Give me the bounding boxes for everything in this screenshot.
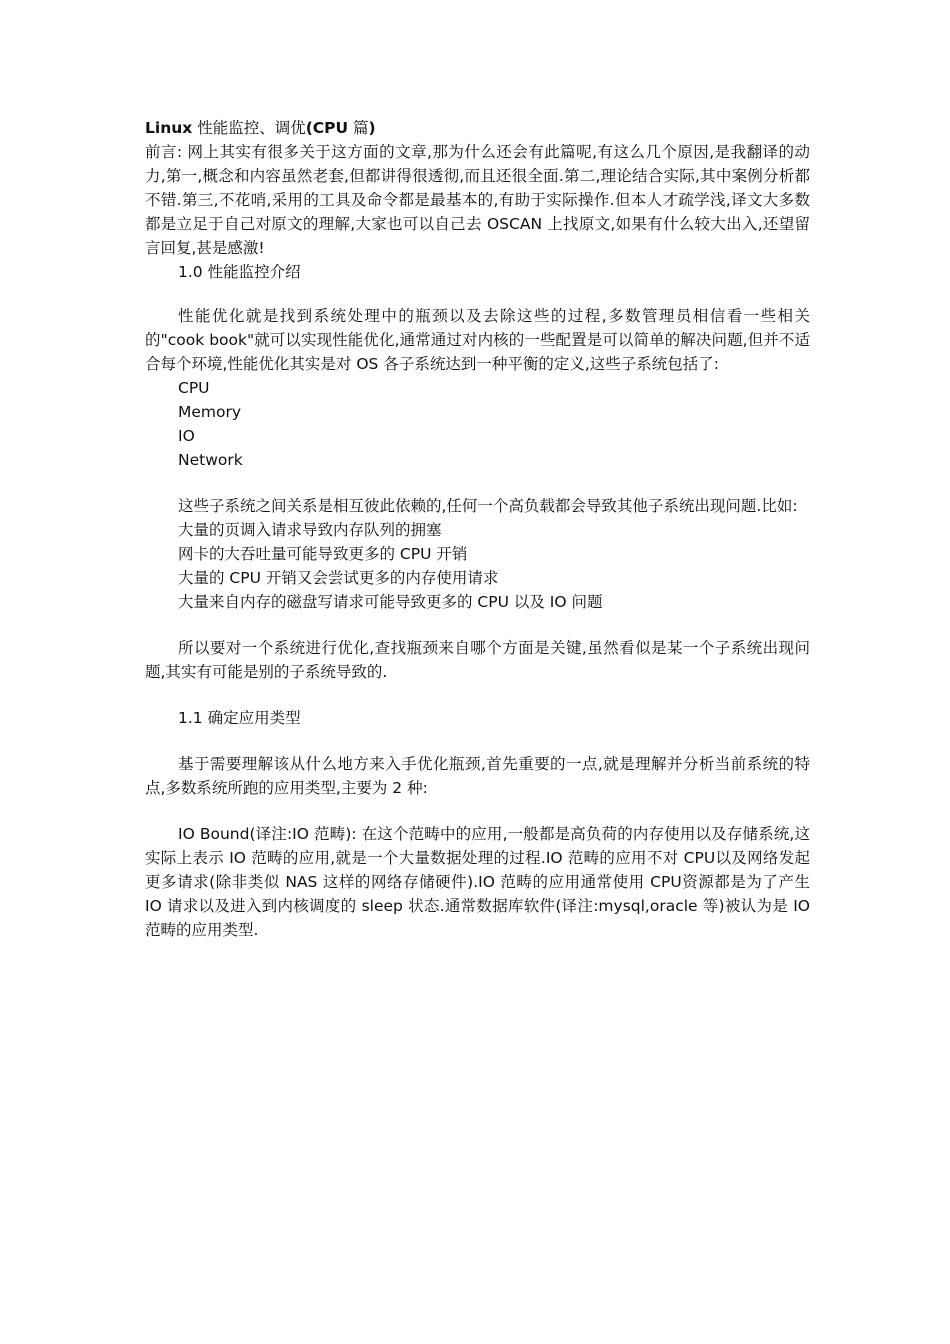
intro-paragraph: 性能优化就是找到系统处理中的瓶颈以及去除这些的过程,多数管理员相信看一些相关的"cook book"就可以实现性能优化,通常通过对内核的一些配置是可以简单的解决问题,但并不适合每个环境,性能优化其实是对 OS 各子系统达到一种平衡的定义,这些子系统包括了: (145, 307, 810, 373)
dependency-paragraph: 这些子系统之间关系是相互彼此依赖的,任何一个高负载都会导致其他子系统出现问题.比如: (178, 497, 798, 515)
optimize-paragraph: 所以要对一个系统进行优化,查找瓶颈来自哪个方面是关键,虽然看似是某一个子系统出现问题,其实有可能是别的子系统导致的. (145, 639, 810, 681)
example-item: 大量的页调入请求导致内存队列的拥塞 (178, 521, 442, 539)
title-cpu: (CPU (305, 119, 349, 137)
title-mid: 性能监控、调优 (192, 119, 306, 137)
subsystem-item: CPU (178, 379, 210, 397)
title-end: 篇 (348, 119, 369, 137)
app-type-paragraph: 基于需要理解该从什么地方来入手优化瓶颈,首先重要的一点,就是理解并分析当前系统的特点,多数系统所跑的应用类型,主要为 2 种: (145, 755, 810, 797)
example-item: 大量来自内存的磁盘写请求可能导致更多的 CPU 以及 IO 问题 (178, 593, 603, 611)
example-item: 大量的 CPU 开销又会尝试更多的内存使用请求 (178, 569, 499, 587)
preface-paragraph: 前言: 网上其实有很多关于这方面的文章,那为什么还会有此篇呢,有这么几个原因,是我翻译的动力,第一,概念和内容虽然老套,但都讲得很透彻,而且还很全面.第二,理论结合实际,其中案例分析都不错.第三,不花哨,采用的工具及命令都是最基本的,有助于实际操作.但本人才疏学浅,译文大多数都是立足于自己对原文的理解,大家也可以自己去 OSCAN 上找原文,如果有什么较大出入,还望留言回复,甚是感激! (145, 143, 810, 257)
section-heading-1-1: 1.1 确定应用类型 (178, 709, 301, 727)
io-bound-paragraph: IO Bound(译注:IO 范畴): 在这个范畴中的应用,一般都是高负荷的内存使用以及存储系统,这实际上表示 IO 范畴的应用,就是一个大量数据处理的过程.IO 范畴的应用不对 CPU以及网络发起更多请求(除非类似 NAS 这样的网络存储硬件).IO 范畴的应用通常使用 CPU资源都是为了产生 IO 请求以及进入到内核调度的 sleep 状态.通常数据库软件(译注:mysql,oracle 等)被认为是 IO 范畴的应用类型. (145, 825, 810, 939)
subsystem-item: Memory (178, 403, 242, 421)
subsystem-item: IO (178, 427, 195, 445)
title-close: ) (368, 119, 376, 137)
document-title (145, 116, 810, 140)
title-linux: Linux (145, 119, 193, 137)
document-body (145, 116, 810, 942)
example-item: 网卡的大吞吐量可能导致更多的 CPU 开销 (178, 545, 468, 563)
subsystem-item: Network (178, 451, 243, 469)
section-heading-1-0: 1.0 性能监控介绍 (178, 263, 301, 281)
